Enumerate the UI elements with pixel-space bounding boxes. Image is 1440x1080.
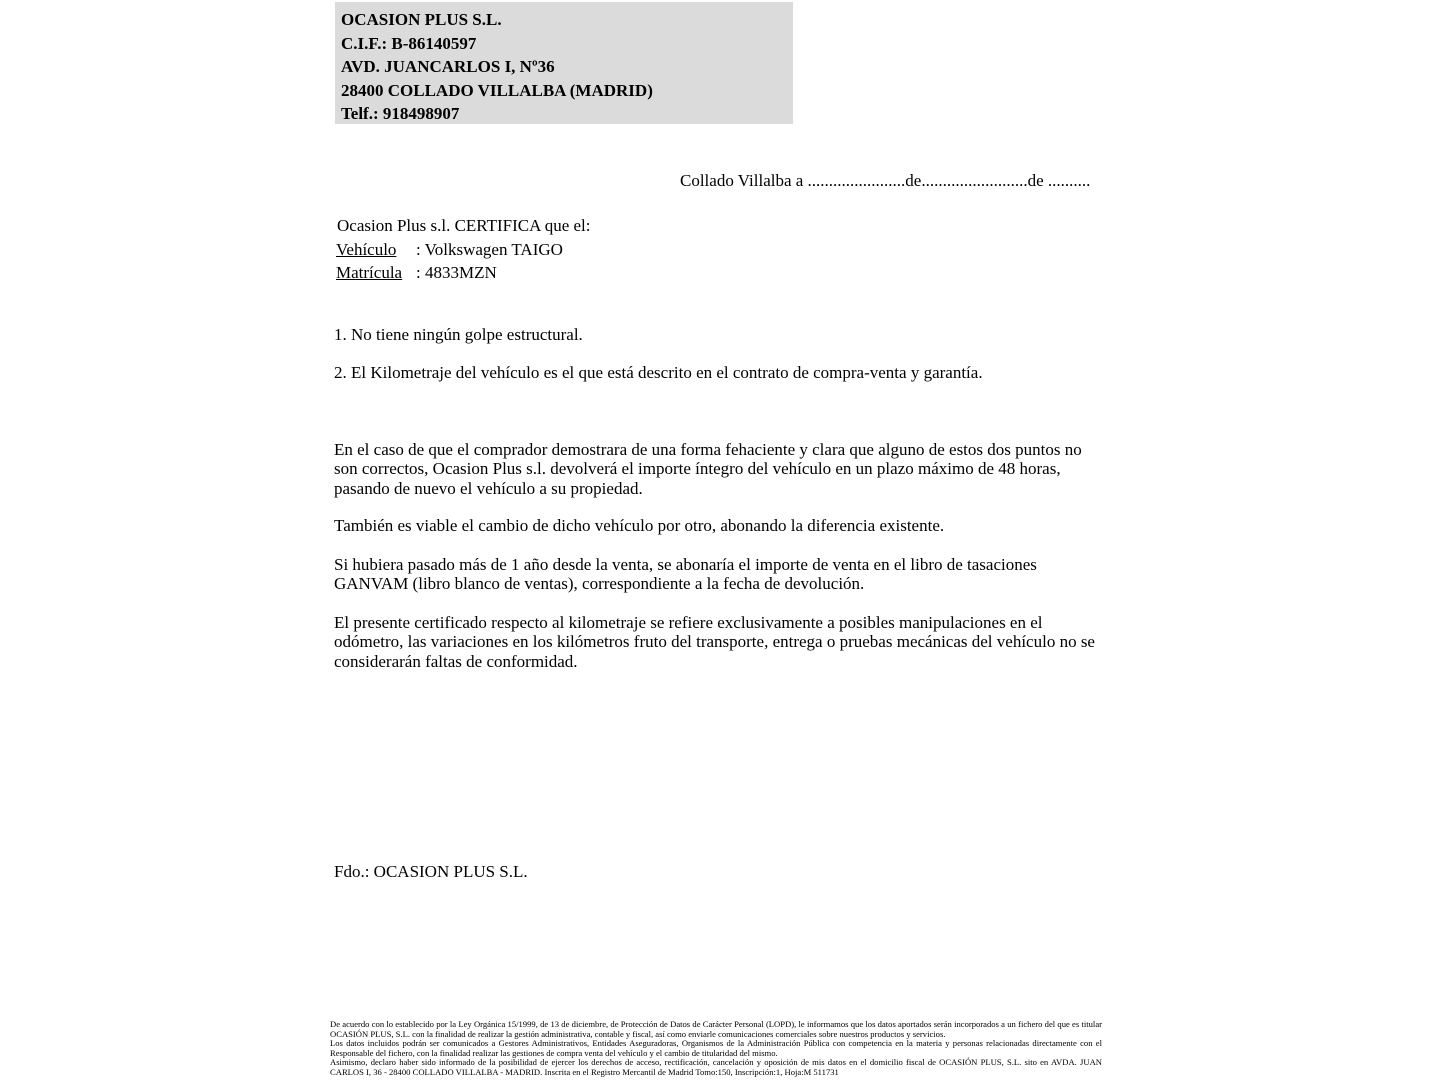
paragraph-refund: En el caso de que el comprador demostrara de una forma fehaciente y clara que alguno de estos dos puntos no son correctos, Ocasion Plus s.l. devolverá el importe íntegro del vehículo en un plazo máximo de 48 horas, pasando de nuevo el vehículo a su propiedad.	[334, 440, 1082, 498]
signature-line: Fdo.: OCASION PLUS S.L.	[334, 862, 528, 881]
company-city: 28400 COLLADO VILLALBA (MADRID)	[341, 80, 653, 100]
paragraph-odometer: El presente certificado respecto al kilometraje se refiere exclusivamente a posibles manipulaciones en el odómetro, las variaciones en los kilómetros fruto del transporte, entrega o pruebas mecánicas del vehículo no se considerarán faltas de conformidad.	[334, 613, 1095, 671]
plate-row	[336, 263, 497, 283]
company-phone: Telf.: 918498907	[341, 104, 460, 123]
plate-label: Matrícula	[336, 263, 403, 282]
legal-paragraph-2: Los datos incluidos podrán ser comunicados a Gestores Administrativos, Entidades Aseguradoras, Organismos de la Administración Pública con competencia en la materia y personas relacionadas directamente con el Responsable del fichero, con la finalidad realizar las gestiones de compra venta del vehículo y el cambio de titularidad del mismo.	[330, 1038, 1102, 1058]
company-name: OCASION PLUS S.L.	[341, 10, 502, 29]
vehicle-value: : Volkswagen TAIGO	[416, 240, 563, 259]
certifies-statement: Ocasion Plus s.l. CERTIFICA que el:	[337, 216, 591, 235]
condition-point-1: 1. No tiene ningún golpe estructural.	[334, 325, 583, 344]
vehicle-label: Vehículo	[336, 240, 397, 259]
legal-paragraph-3: Asimismo, declaro haber sido informado de la posibilidad de ejercer los derechos de acceso, rectificación, cancelación y oposición de mis datos en el domicilio fiscal de OCASIÓN PLUS, S.L. sito en AVDA. JUAN CARLOS I, 36 - 28400 COLLADO VILLALBA - MADRID. Inscrita en el Registro Mercantil de Madrid Tomo:150, Inscripción:1, Hoja:M 511731	[330, 1057, 1102, 1077]
paragraph-ganvam: Si hubiera pasado más de 1 año desde la venta, se abonaría el importe de venta en el libro de tasaciones GANVAM (libro blanco de ventas), correspondiente a la fecha de devolución.	[334, 555, 1037, 594]
paragraph-exchange: También es viable el cambio de dicho vehículo por otro, abonando la diferencia existente.	[334, 516, 945, 535]
legal-footer	[330, 1020, 1102, 1078]
company-address: AVD. JUANCARLOS I, Nº36	[341, 57, 555, 76]
condition-point-2: 2. El Kilometraje del vehículo es el que está descrito en el contrato de compra-venta y garantía.	[334, 363, 983, 382]
vehicle-row	[336, 240, 563, 260]
company-header-block	[335, 2, 793, 124]
plate-value: : 4833MZN	[416, 263, 497, 282]
company-cif: C.I.F.: B-86140597	[341, 33, 477, 53]
date-fill-line: Collado Villalba a .......................de.........................de ..........	[680, 171, 1091, 190]
legal-paragraph-1: De acuerdo con lo establecido por la Ley Orgánica 15/1999, de 13 de diciembre, de Protección de Datos de Carácter Personal (LOPD), le informamos que los datos aportados serán incorporados a un fichero del que es titular OCASIÓN PLUS, S.L. con la finalidad de realizar la gestión administrativa, contable y fiscal, así como enviarle comunicaciones comerciales sobre nuestros productos y servicios.	[330, 1019, 1102, 1039]
